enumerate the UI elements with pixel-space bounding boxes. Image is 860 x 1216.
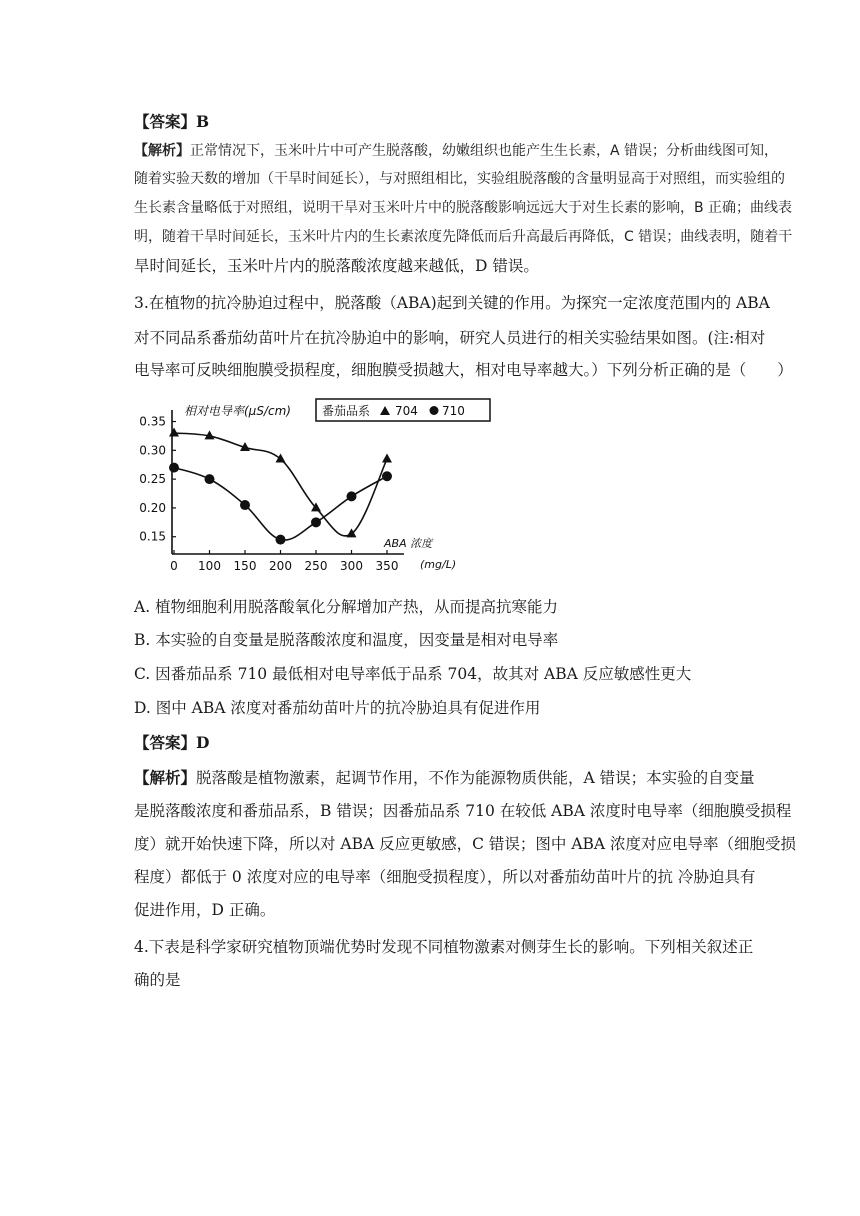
q2-answer: 【答案】B — [134, 112, 210, 131]
data-point-704 — [382, 453, 392, 462]
data-point-710 — [205, 474, 215, 484]
q3-analysis-line-2: 是脱落酸浓度和番茄品系，B 错误；因番茄品系 710 在较低 ABA 浓度时电导率（细胞膜受损程 — [134, 802, 792, 820]
x-tick-label: 150 — [233, 559, 257, 573]
legend-label-710: 710 — [442, 404, 465, 418]
data-point-710 — [382, 471, 392, 481]
q2-analysis-line-1 — [134, 141, 778, 161]
legend-title: 番茄品系 — [322, 404, 371, 418]
y-axis-label: 相对电导率(μS/cm) — [184, 404, 291, 418]
q3-option-a: A. 植物细胞利用脱落酸氧化分解增加产热，从而提高抗寒能力 — [134, 598, 559, 616]
chart-plot-area — [139, 415, 398, 573]
data-point-710 — [347, 491, 357, 501]
q3-stem-line-3: 电导率可反映细胞膜受损程度，细胞膜受损越大，相对电导率越大。）下列分析正确的是（ ） — [134, 361, 793, 379]
analysis-text: 正常情况下，玉米叶片中可产生脱落酸，幼嫩组织也能产生生长素，A 错误；分析曲线图可知， — [190, 143, 779, 159]
q2-analysis-line-3: 生长素含量略低于对照组，说明干旱对玉米叶片中的脱落酸影响远远大于对生长素的影响，B 正确；曲线表 — [134, 200, 793, 216]
data-point-710 — [240, 500, 250, 510]
y-tick-label: 0.25 — [139, 472, 166, 487]
q3-analysis-line-3: 度）就开始快速下降，所以对 ABA 反应更敏感，C 错误；图中 ABA 浓度对应电导率（细胞受损 — [134, 835, 797, 853]
x-tick-label: 0 — [170, 559, 178, 573]
q4-stem-line-1: 4.下表是科学家研究植物顶端优势时发现不同植物激素对侧芽生长的影响。下列相关叙述正 — [134, 938, 754, 956]
analysis-text: 脱落酸是植物激素，起调节作用，不作为能源物质供能，A 错误；本实验的自变量 — [196, 769, 755, 787]
x-tick-label: 350 — [375, 559, 399, 573]
analysis-tag: 【解析】 — [134, 768, 197, 787]
q2-analysis-line-5: 旱时间延长，玉米叶片内的脱落酸浓度越来越低，D 错误。 — [134, 257, 539, 275]
y-tick-label: 0.20 — [139, 500, 166, 515]
q2-analysis-line-4: 明，随着干旱时间延长，玉米叶片内的生长素浓度先降低而后升高最后再降低，C 错误；曲线表明，随着干 — [134, 229, 793, 245]
data-point-710 — [311, 517, 321, 527]
q3-answer: 【答案】D — [134, 733, 210, 752]
q4-stem-line-2: 确的是 — [134, 971, 181, 989]
q3-analysis-line-4: 程度）都低于 0 浓度对应的电导率（细胞受损程度），所以对番茄幼苗叶片的抗 冷胁迫具有 — [134, 868, 756, 886]
x-tick-label: 200 — [269, 559, 292, 573]
q3-option-d: D. 图中 ABA 浓度对番茄幼苗叶片的抗冷胁迫具有促进作用 — [134, 699, 541, 717]
data-point-704 — [169, 428, 179, 437]
q2-analysis-line-2: 随着实验天数的增加（干旱时间延长），与对照组相比，实验组脱落酸的含量明显高于对照组，而实验组的 — [134, 171, 785, 187]
legend-label-704: 704 — [395, 404, 418, 418]
x-axis-unit: (mg/L) — [420, 558, 457, 571]
analysis-tag: 【解析】 — [134, 143, 190, 159]
y-tick-label: 0.15 — [139, 529, 166, 544]
q3-option-b: B. 本实验的自变量是脱落酸浓度和温度，因变量是相对电导率 — [134, 631, 559, 649]
q3-option-c: C. 因番茄品系 710 最低相对电导率低于品系 704，故其对 ABA 反应敏感性更大 — [134, 665, 692, 683]
aba-conductivity-chart — [132, 392, 465, 578]
data-point-710 — [276, 535, 286, 545]
series-line-704 — [174, 433, 387, 536]
x-tick-label: 300 — [340, 559, 363, 573]
x-tick-label: 100 — [198, 559, 221, 573]
data-point-704 — [276, 453, 286, 462]
x-tick-label: 250 — [304, 559, 328, 573]
x-axis-label: ABA 浓度 — [384, 537, 433, 550]
legend-marker-704 — [380, 406, 390, 415]
q3-analysis-line-5: 促进作用，D 正确。 — [134, 901, 276, 919]
chart-canvas — [132, 392, 465, 578]
y-tick-label: 0.35 — [139, 414, 166, 429]
q3-stem-line-1: 3.在植物的抗冷胁迫过程中，脱落酸（ABA)起到关键的作用。为探究一定浓度范围内的 ABA — [134, 294, 770, 312]
q3-stem-line-2: 对不同品系番茄幼苗叶片在抗冷胁迫中的影响，研究人员进行的相关实验结果如图。(注:相对 — [134, 329, 766, 347]
y-tick-label: 0.30 — [139, 443, 166, 458]
legend-marker-710 — [430, 406, 439, 415]
data-point-710 — [169, 463, 179, 473]
q3-analysis-line-1 — [134, 768, 755, 788]
